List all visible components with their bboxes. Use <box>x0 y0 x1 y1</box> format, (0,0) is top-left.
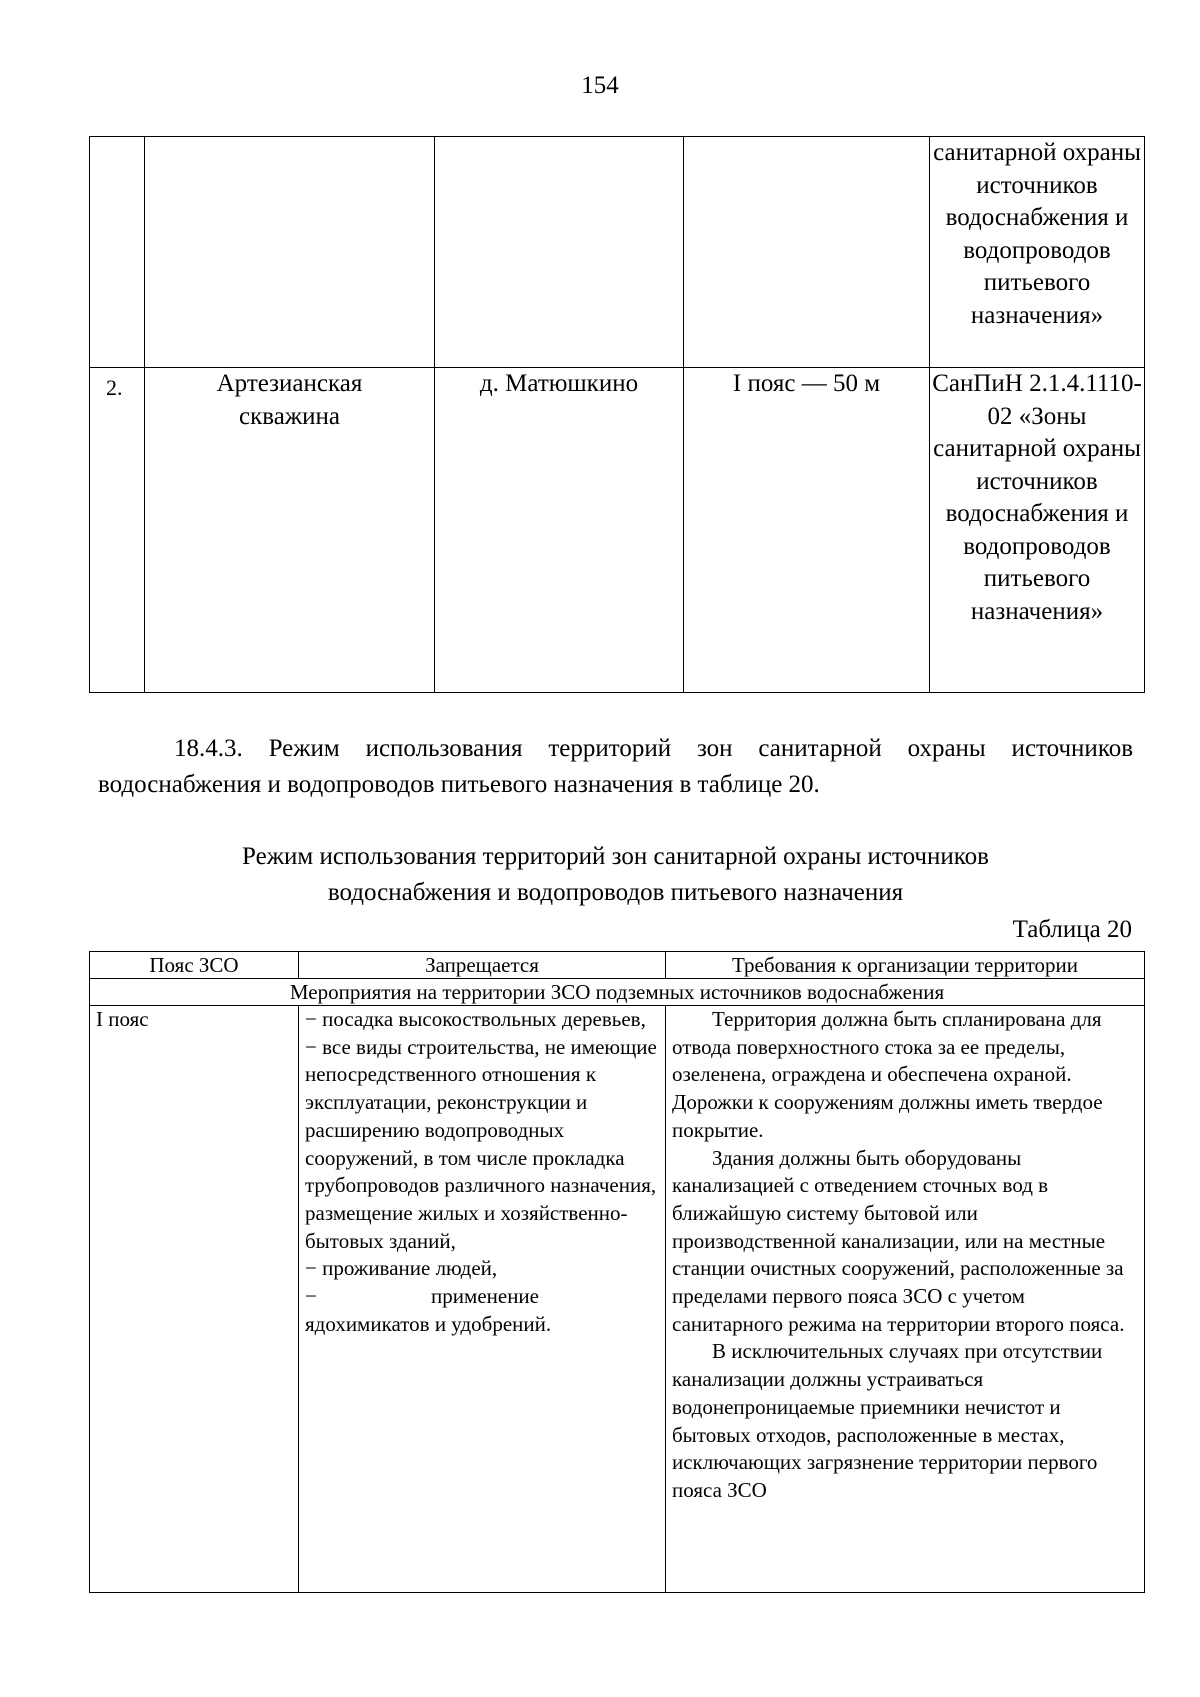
table-title-line1: Режим использования территорий зон санитарной охраны источников <box>242 843 989 870</box>
page-number: 154 <box>581 72 619 99</box>
table-title-line2: водоснабжения и водопроводов питьевого назначения <box>327 879 904 906</box>
table-header-row <box>90 952 1145 979</box>
cell-doc: СанПиН 2.1.4.1110-02 «Зоны санитарной охраны источников водоснабжения и водопроводов питьевого назначения» <box>930 368 1145 693</box>
prohibited-word: применение <box>431 1284 539 1309</box>
table-continued <box>89 136 1145 693</box>
requirement-paragraph: В исключительных случаях при отсутствии канализации должны устраиваться водонепроницаемые приемники нечистот и бытовых отходов, расположенные в местах, исключающих загрязнение территории первого пояса ЗСО <box>672 1339 1103 1502</box>
prohibited-item-rest: ядохимикатов и удобрений. <box>305 1311 552 1336</box>
cell-location: д. Матюшкино <box>435 368 684 693</box>
dash: − <box>305 1284 317 1309</box>
prohibited-item: − все виды строительства, не имеющие непосредственного отношения к эксплуатации, реконструкции и расширению водопроводных сооружений, в том числе прокладка трубопроводов различного назначения, размещение жилых и хозяйственно-бытовых зданий, <box>305 1034 657 1253</box>
table-title <box>98 839 1133 911</box>
table-cell <box>145 137 435 368</box>
cell-row-number: 2. <box>90 368 145 693</box>
requirement-paragraph: Территория должна быть спланирована для отвода поверхностного стока за ее пределы, озеленена, ограждена и обеспечена охраной. Дорожки к сооружениям должны иметь твердое покрытие. <box>672 1007 1103 1142</box>
section-title: Мероприятия на территории ЗСО подземных источников водоснабжения <box>90 979 1145 1006</box>
cell-prohibited <box>299 1006 666 1593</box>
cell-doc-continued: санитарной охраны источников водоснабжения и водопроводов питьевого назначения» <box>930 137 1145 368</box>
table-row <box>90 1006 1145 1593</box>
requirement-paragraph: Здания должны быть оборудованы канализацией с отведением сточных вод в ближайшую систему бытовой или производственной канализации, или на местные станции очистных сооружений, расположенные за пределами первого пояса ЗСО с учетом санитарного режима на территории второго пояса. <box>672 1145 1125 1336</box>
paragraph-18-4-3: 18.4.3. Режим использования территорий зон санитарной охраны источников водоснабжения и водопроводов питьевого назначения в таблице 20. <box>98 735 1133 798</box>
cell-zone: I пояс — 50 м <box>684 368 930 693</box>
header-requirements: Требования к организации территории <box>666 952 1145 979</box>
table-cell <box>90 137 145 368</box>
cell-object: Артезианская скважина <box>145 368 435 693</box>
header-belt: Пояс ЗСО <box>90 952 299 979</box>
table-label: Таблица 20 <box>1012 916 1132 943</box>
header-prohibited: Запрещается <box>299 952 666 979</box>
cell-requirements <box>666 1006 1145 1593</box>
table-20 <box>89 951 1145 1593</box>
table-row <box>90 368 1145 693</box>
prohibited-item: − посадка высокоствольных деревьев, <box>305 1007 646 1031</box>
prohibited-item <box>305 1283 659 1311</box>
cell-belt: I пояс <box>90 1006 299 1593</box>
prohibited-item: − проживание людей, <box>305 1256 498 1281</box>
table-row <box>90 137 1145 368</box>
section-row <box>90 979 1145 1006</box>
table-cell <box>684 137 930 368</box>
table-cell <box>435 137 684 368</box>
